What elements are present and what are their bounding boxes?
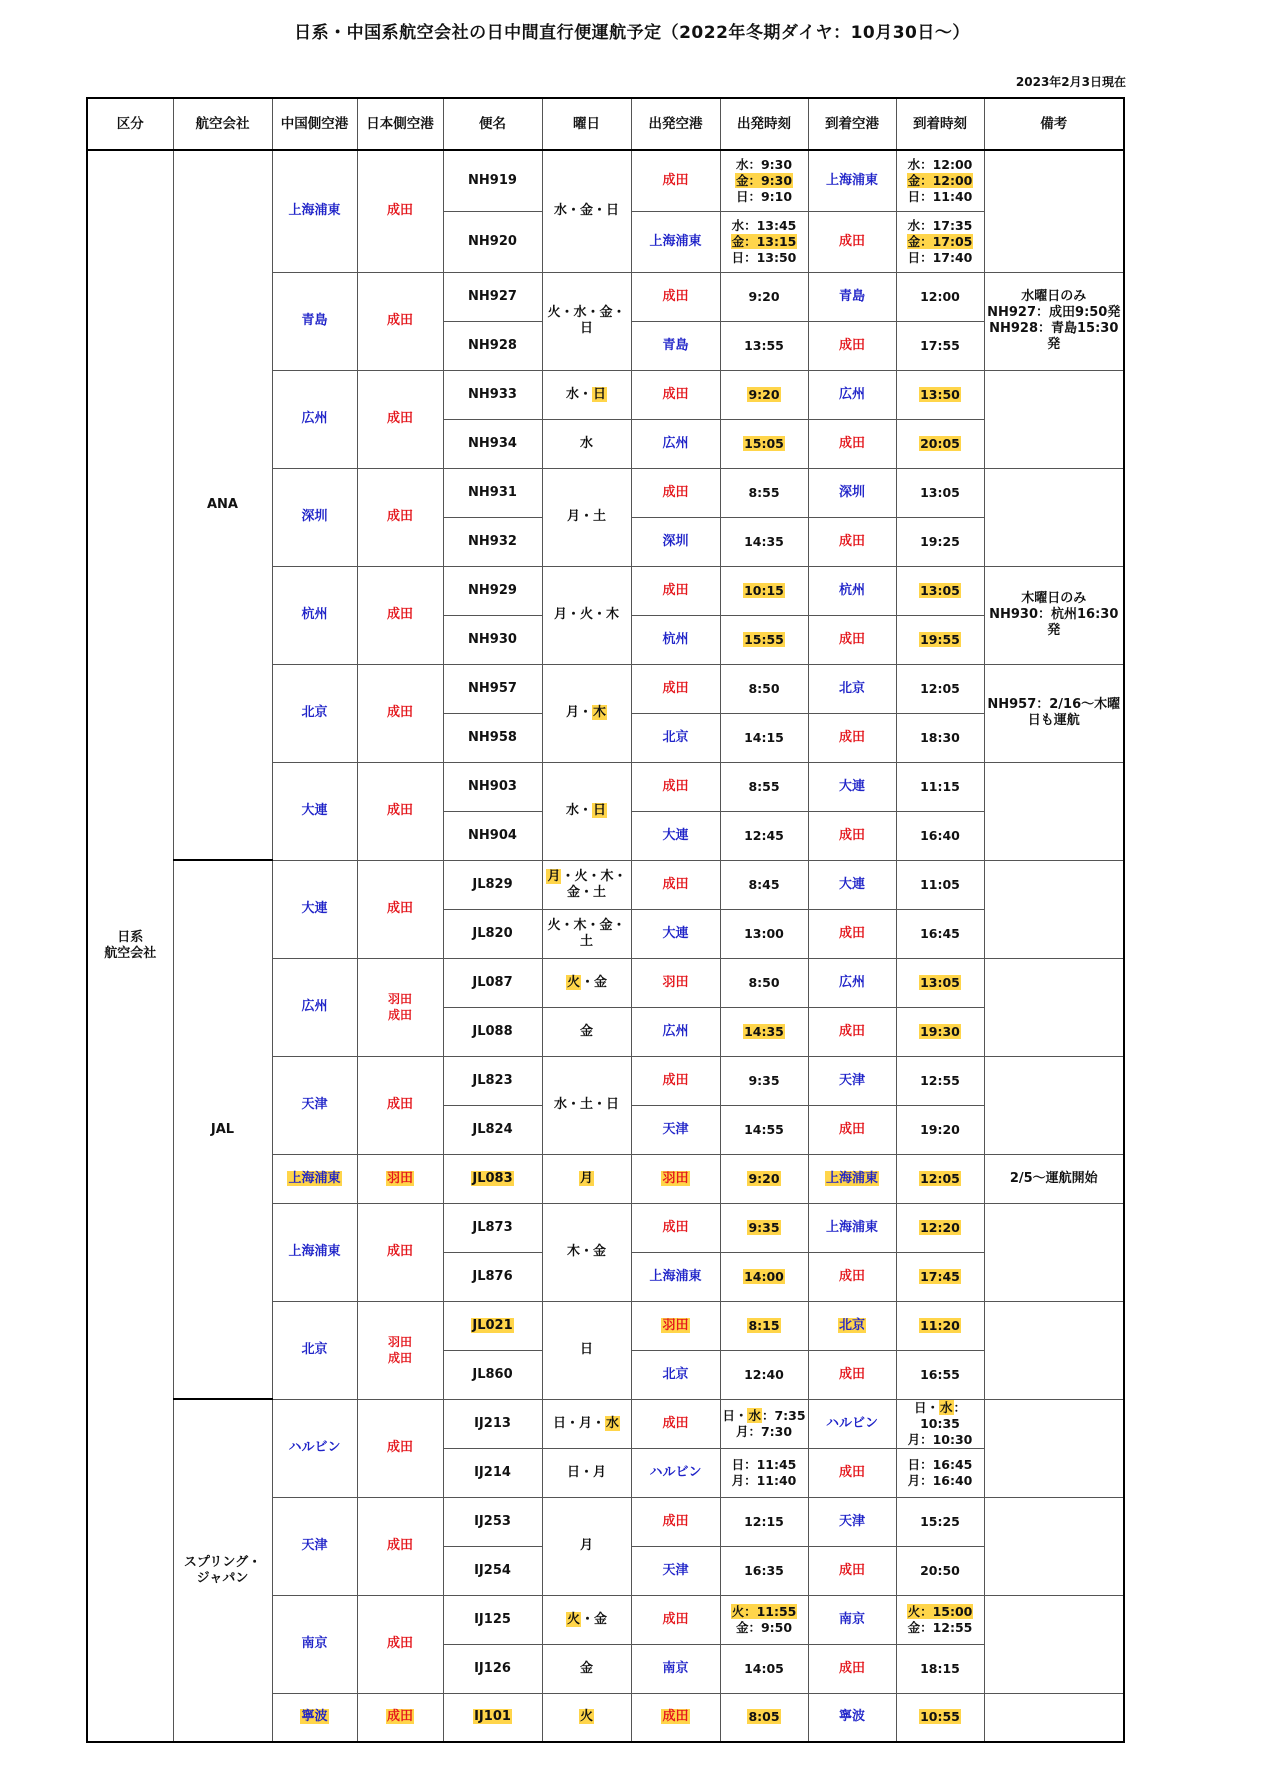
days-cell: 火: [542, 1693, 631, 1742]
departure-time-cell: 9:20: [720, 272, 808, 321]
china-airport-cell: 北京: [272, 1301, 357, 1399]
airline-name-cell: スプリング・ ジャパン: [173, 1399, 272, 1742]
arrival-airport-cell: 青島: [808, 272, 896, 321]
arrival-time-cell: 19:20: [896, 1105, 984, 1154]
arrival-time-cell: 13:50: [896, 370, 984, 419]
arrival-time-cell: 11:20: [896, 1301, 984, 1350]
arrival-airport-cell: 成田: [808, 1105, 896, 1154]
departure-airport-cell: 成田: [631, 664, 720, 713]
arrival-time-cell: 日・水：10:35 月：10:30: [896, 1399, 984, 1448]
header-japan-airport: 日本側空港: [357, 98, 443, 150]
arrival-airport-cell: ハルビン: [808, 1399, 896, 1448]
flight-number-cell: NH958: [443, 713, 542, 762]
japan-airport-cell: 成田: [357, 370, 443, 468]
days-cell: 火・金: [542, 958, 631, 1007]
arrival-time-cell: 15:25: [896, 1497, 984, 1546]
arrival-time-cell: 16:45: [896, 909, 984, 958]
flight-number-cell: JL860: [443, 1350, 542, 1399]
arrival-airport-cell: 成田: [808, 419, 896, 468]
japan-airport-cell: 成田: [357, 150, 443, 272]
departure-airport-cell: 青島: [631, 321, 720, 370]
departure-airport-cell: 大連: [631, 811, 720, 860]
arrival-time-cell: 12:05: [896, 664, 984, 713]
remarks-cell: [984, 1301, 1124, 1399]
days-cell: 金: [542, 1007, 631, 1056]
days-cell: 日・月: [542, 1448, 631, 1497]
days-cell: 火・水・金・日: [542, 272, 631, 370]
japan-airport-cell: 成田: [357, 1693, 443, 1742]
japan-airport-cell: 成田: [357, 272, 443, 370]
china-airport-cell: 上海浦東: [272, 1203, 357, 1301]
flight-number-cell: IJ101: [443, 1693, 542, 1742]
departure-time-cell: 14:35: [720, 1007, 808, 1056]
china-airport-cell: 杭州: [272, 566, 357, 664]
departure-airport-cell: 羽田: [631, 1301, 720, 1350]
flight-number-cell: JL083: [443, 1154, 542, 1203]
departure-time-cell: 日・水：7:35 月：7:30: [720, 1399, 808, 1448]
departure-time-cell: 15:55: [720, 615, 808, 664]
remarks-cell: 木曜日のみ NH930：杭州16:30発: [984, 566, 1124, 664]
china-airport-cell: 北京: [272, 664, 357, 762]
departure-airport-cell: 成田: [631, 1497, 720, 1546]
departure-airport-cell: ハルビン: [631, 1448, 720, 1497]
arrival-time-cell: 13:05: [896, 468, 984, 517]
arrival-airport-cell: 成田: [808, 1252, 896, 1301]
china-airport-cell: ハルビン: [272, 1399, 357, 1497]
departure-airport-cell: 上海浦東: [631, 1252, 720, 1301]
arrival-time-cell: 18:30: [896, 713, 984, 762]
arrival-time-cell: 17:45: [896, 1252, 984, 1301]
arrival-airport-cell: 成田: [808, 811, 896, 860]
arrival-time-cell: 日：16:45 月：16:40: [896, 1448, 984, 1497]
china-airport-cell: 青島: [272, 272, 357, 370]
category-cell: 日系 航空会社: [87, 150, 173, 1742]
departure-airport-cell: 羽田: [631, 1154, 720, 1203]
departure-airport-cell: 成田: [631, 860, 720, 909]
departure-airport-cell: 羽田: [631, 958, 720, 1007]
departure-time-cell: 水：13:45 金：13:15 日：13:50: [720, 211, 808, 272]
departure-time-cell: 火：11:55 金：9:50: [720, 1595, 808, 1644]
departure-airport-cell: 南京: [631, 1644, 720, 1693]
arrival-airport-cell: 北京: [808, 664, 896, 713]
arrival-time-cell: 12:55: [896, 1056, 984, 1105]
remarks-cell: [984, 370, 1124, 468]
japan-airport-cell: 羽田: [357, 1154, 443, 1203]
arrival-time-cell: 12:00: [896, 272, 984, 321]
departure-time-cell: 16:35: [720, 1546, 808, 1595]
arrival-airport-cell: 成田: [808, 909, 896, 958]
departure-airport-cell: 成田: [631, 370, 720, 419]
remarks-cell: [984, 1595, 1124, 1693]
flight-number-cell: NH931: [443, 468, 542, 517]
flight-number-cell: JL088: [443, 1007, 542, 1056]
departure-time-cell: 日：11:45 月：11:40: [720, 1448, 808, 1497]
flight-number-cell: IJ253: [443, 1497, 542, 1546]
header-row: [87, 98, 1124, 150]
departure-airport-cell: 成田: [631, 468, 720, 517]
china-airport-cell: 広州: [272, 370, 357, 468]
flight-number-cell: JL820: [443, 909, 542, 958]
as-of-date: 2023年2月3日現在: [1015, 75, 1126, 89]
header-arrival-airport: 到着空港: [808, 98, 896, 150]
remarks-cell: [984, 1399, 1124, 1497]
japan-airport-cell: 成田: [357, 762, 443, 860]
flight-number-cell: JL876: [443, 1252, 542, 1301]
schedule-body: [87, 150, 1124, 1742]
flight-number-cell: NH920: [443, 211, 542, 272]
flight-number-cell: JL829: [443, 860, 542, 909]
flight-number-cell: NH957: [443, 664, 542, 713]
days-cell: 火・木・金・土: [542, 909, 631, 958]
flight-number-cell: JL824: [443, 1105, 542, 1154]
flight-number-cell: NH904: [443, 811, 542, 860]
departure-time-cell: 8:50: [720, 958, 808, 1007]
arrival-airport-cell: 成田: [808, 1448, 896, 1497]
flight-number-cell: IJ125: [443, 1595, 542, 1644]
flight-schedule-table: [86, 97, 1125, 1743]
days-cell: 水・日: [542, 762, 631, 860]
departure-airport-cell: 成田: [631, 1056, 720, 1105]
header-china-airport: 中国側空港: [272, 98, 357, 150]
china-airport-cell: 天津: [272, 1497, 357, 1595]
remarks-cell: [984, 762, 1124, 860]
remarks-cell: 2/5〜運航開始: [984, 1154, 1124, 1203]
arrival-time-cell: 水：12:00 金：12:00 日：11:40: [896, 150, 984, 211]
departure-time-cell: 14:15: [720, 713, 808, 762]
arrival-airport-cell: 上海浦東: [808, 1154, 896, 1203]
china-airport-cell: 深圳: [272, 468, 357, 566]
japan-airport-cell: 成田: [357, 860, 443, 958]
departure-time-cell: 8:45: [720, 860, 808, 909]
arrival-airport-cell: 成田: [808, 615, 896, 664]
departure-time-cell: 14:05: [720, 1644, 808, 1693]
departure-time-cell: 12:40: [720, 1350, 808, 1399]
departure-time-cell: 8:15: [720, 1301, 808, 1350]
page-title: 日系・中国系航空会社の日中間直行便運航予定（2022年冬期ダイヤ：10月30日〜）: [294, 23, 970, 43]
departure-airport-cell: 北京: [631, 713, 720, 762]
days-cell: 月・火・木・ 金・土: [542, 860, 631, 909]
japan-airport-cell: 成田: [357, 1056, 443, 1154]
remarks-cell: [984, 1497, 1124, 1595]
flight-number-cell: NH919: [443, 150, 542, 211]
departure-airport-cell: 天津: [631, 1546, 720, 1595]
arrival-time-cell: 13:05: [896, 566, 984, 615]
departure-time-cell: 12:15: [720, 1497, 808, 1546]
departure-airport-cell: 深圳: [631, 517, 720, 566]
table-row: [87, 1399, 1124, 1448]
departure-time-cell: 14:35: [720, 517, 808, 566]
flight-number-cell: JL873: [443, 1203, 542, 1252]
china-airport-cell: 南京: [272, 1595, 357, 1693]
arrival-airport-cell: 杭州: [808, 566, 896, 615]
flight-number-cell: NH930: [443, 615, 542, 664]
arrival-airport-cell: 広州: [808, 958, 896, 1007]
departure-airport-cell: 成田: [631, 1595, 720, 1644]
departure-time-cell: 13:55: [720, 321, 808, 370]
departure-time-cell: 8:05: [720, 1693, 808, 1742]
arrival-airport-cell: 成田: [808, 1546, 896, 1595]
arrival-time-cell: 水：17:35 金：17:05 日：17:40: [896, 211, 984, 272]
departure-time-cell: 13:00: [720, 909, 808, 958]
departure-airport-cell: 広州: [631, 419, 720, 468]
flight-number-cell: JL087: [443, 958, 542, 1007]
header-flight-number: 便名: [443, 98, 542, 150]
arrival-airport-cell: 上海浦東: [808, 1203, 896, 1252]
departure-time-cell: 水：9:30 金：9:30 日：9:10: [720, 150, 808, 211]
flight-number-cell: NH903: [443, 762, 542, 811]
days-cell: 水: [542, 419, 631, 468]
arrival-time-cell: 11:15: [896, 762, 984, 811]
japan-airport-cell: 成田: [357, 1203, 443, 1301]
japan-airport-cell: 成田: [357, 468, 443, 566]
china-airport-cell: 大連: [272, 762, 357, 860]
japan-airport-cell: 成田: [357, 1595, 443, 1693]
flight-number-cell: JL021: [443, 1301, 542, 1350]
remarks-cell: [984, 1203, 1124, 1301]
departure-time-cell: 14:55: [720, 1105, 808, 1154]
flight-number-cell: NH933: [443, 370, 542, 419]
arrival-airport-cell: 成田: [808, 713, 896, 762]
airline-name-cell: JAL: [173, 860, 272, 1399]
days-cell: 木・金: [542, 1203, 631, 1301]
days-cell: 月・火・木: [542, 566, 631, 664]
table-row: [87, 150, 1124, 211]
days-cell: 月: [542, 1154, 631, 1203]
flight-number-cell: NH929: [443, 566, 542, 615]
departure-airport-cell: 成田: [631, 1399, 720, 1448]
airline-name-cell: ANA: [173, 150, 272, 860]
china-airport-cell: 上海浦東: [272, 150, 357, 272]
china-airport-cell: 天津: [272, 1056, 357, 1154]
japan-airport-cell: 成田: [357, 566, 443, 664]
remarks-cell: NH957：2/16〜木曜 日も運航: [984, 664, 1124, 762]
arrival-time-cell: 17:55: [896, 321, 984, 370]
arrival-time-cell: 19:55: [896, 615, 984, 664]
remarks-cell: [984, 958, 1124, 1056]
departure-airport-cell: 成田: [631, 272, 720, 321]
departure-airport-cell: 成田: [631, 762, 720, 811]
arrival-airport-cell: 天津: [808, 1497, 896, 1546]
arrival-time-cell: 12:05: [896, 1154, 984, 1203]
japan-airport-cell: 羽田 成田: [357, 1301, 443, 1399]
arrival-airport-cell: 上海浦東: [808, 150, 896, 211]
flight-number-cell: NH927: [443, 272, 542, 321]
remarks-cell: [984, 1056, 1124, 1154]
days-cell: 月・木: [542, 664, 631, 762]
header-remarks: 備考: [984, 98, 1124, 150]
arrival-airport-cell: 大連: [808, 860, 896, 909]
arrival-airport-cell: 天津: [808, 1056, 896, 1105]
days-cell: 火・金: [542, 1595, 631, 1644]
arrival-airport-cell: 南京: [808, 1595, 896, 1644]
flight-number-cell: IJ126: [443, 1644, 542, 1693]
flight-number-cell: IJ213: [443, 1399, 542, 1448]
arrival-airport-cell: 成田: [808, 517, 896, 566]
china-airport-cell: 寧波: [272, 1693, 357, 1742]
arrival-airport-cell: 成田: [808, 1007, 896, 1056]
arrival-airport-cell: 成田: [808, 1644, 896, 1693]
flight-number-cell: NH928: [443, 321, 542, 370]
days-cell: 水・金・日: [542, 150, 631, 272]
arrival-airport-cell: 大連: [808, 762, 896, 811]
table-row: [87, 860, 1124, 909]
departure-airport-cell: 成田: [631, 1693, 720, 1742]
departure-time-cell: 14:00: [720, 1252, 808, 1301]
arrival-time-cell: 20:50: [896, 1546, 984, 1595]
japan-airport-cell: 成田: [357, 1399, 443, 1497]
arrival-time-cell: 12:20: [896, 1203, 984, 1252]
arrival-time-cell: 19:25: [896, 517, 984, 566]
china-airport-cell: 大連: [272, 860, 357, 958]
departure-time-cell: 15:05: [720, 419, 808, 468]
departure-airport-cell: 成田: [631, 150, 720, 211]
departure-airport-cell: 大連: [631, 909, 720, 958]
arrival-airport-cell: 北京: [808, 1301, 896, 1350]
japan-airport-cell: 成田: [357, 1497, 443, 1595]
arrival-airport-cell: 広州: [808, 370, 896, 419]
departure-time-cell: 9:20: [720, 1154, 808, 1203]
days-cell: 水・土・日: [542, 1056, 631, 1154]
days-cell: 月・土: [542, 468, 631, 566]
departure-airport-cell: 成田: [631, 1203, 720, 1252]
header-days: 曜日: [542, 98, 631, 150]
departure-time-cell: 12:45: [720, 811, 808, 860]
days-cell: 水・日: [542, 370, 631, 419]
departure-time-cell: 9:20: [720, 370, 808, 419]
header-departure-airport: 出発空港: [631, 98, 720, 150]
departure-airport-cell: 広州: [631, 1007, 720, 1056]
departure-time-cell: 10:15: [720, 566, 808, 615]
arrival-airport-cell: 成田: [808, 211, 896, 272]
arrival-airport-cell: 成田: [808, 321, 896, 370]
departure-time-cell: 8:50: [720, 664, 808, 713]
remarks-cell: [984, 860, 1124, 958]
days-cell: 日: [542, 1301, 631, 1399]
days-cell: 日・月・水: [542, 1399, 631, 1448]
days-cell: 金: [542, 1644, 631, 1693]
remarks-cell: [984, 150, 1124, 272]
arrival-time-cell: 16:55: [896, 1350, 984, 1399]
header-departure-time: 出発時刻: [720, 98, 808, 150]
arrival-airport-cell: 寧波: [808, 1693, 896, 1742]
departure-time-cell: 9:35: [720, 1056, 808, 1105]
departure-airport-cell: 北京: [631, 1350, 720, 1399]
arrival-time-cell: 19:30: [896, 1007, 984, 1056]
days-cell: 月: [542, 1497, 631, 1595]
arrival-airport-cell: 深圳: [808, 468, 896, 517]
departure-time-cell: 9:35: [720, 1203, 808, 1252]
arrival-airport-cell: 成田: [808, 1350, 896, 1399]
arrival-time-cell: 火：15:00 金：12:55: [896, 1595, 984, 1644]
header-category: 区分: [87, 98, 173, 150]
flight-number-cell: NH932: [443, 517, 542, 566]
flight-number-cell: NH934: [443, 419, 542, 468]
arrival-time-cell: 16:40: [896, 811, 984, 860]
remarks-cell: [984, 1693, 1124, 1742]
header-arrival-time: 到着時刻: [896, 98, 984, 150]
china-airport-cell: 上海浦東: [272, 1154, 357, 1203]
arrival-time-cell: 11:05: [896, 860, 984, 909]
japan-airport-cell: 成田: [357, 664, 443, 762]
remarks-cell: [984, 468, 1124, 566]
arrival-time-cell: 18:15: [896, 1644, 984, 1693]
departure-airport-cell: 杭州: [631, 615, 720, 664]
departure-time-cell: 8:55: [720, 762, 808, 811]
flight-number-cell: JL823: [443, 1056, 542, 1105]
remarks-cell: 水曜日のみ NH927：成田9:50発 NH928：青島15:30発: [984, 272, 1124, 370]
arrival-time-cell: 10:55: [896, 1693, 984, 1742]
flight-number-cell: IJ214: [443, 1448, 542, 1497]
departure-time-cell: 8:55: [720, 468, 808, 517]
arrival-time-cell: 20:05: [896, 419, 984, 468]
departure-airport-cell: 天津: [631, 1105, 720, 1154]
japan-airport-cell: 羽田 成田: [357, 958, 443, 1056]
china-airport-cell: 広州: [272, 958, 357, 1056]
arrival-time-cell: 13:05: [896, 958, 984, 1007]
departure-airport-cell: 上海浦東: [631, 211, 720, 272]
departure-airport-cell: 成田: [631, 566, 720, 615]
header-airline: 航空会社: [173, 98, 272, 150]
flight-number-cell: IJ254: [443, 1546, 542, 1595]
